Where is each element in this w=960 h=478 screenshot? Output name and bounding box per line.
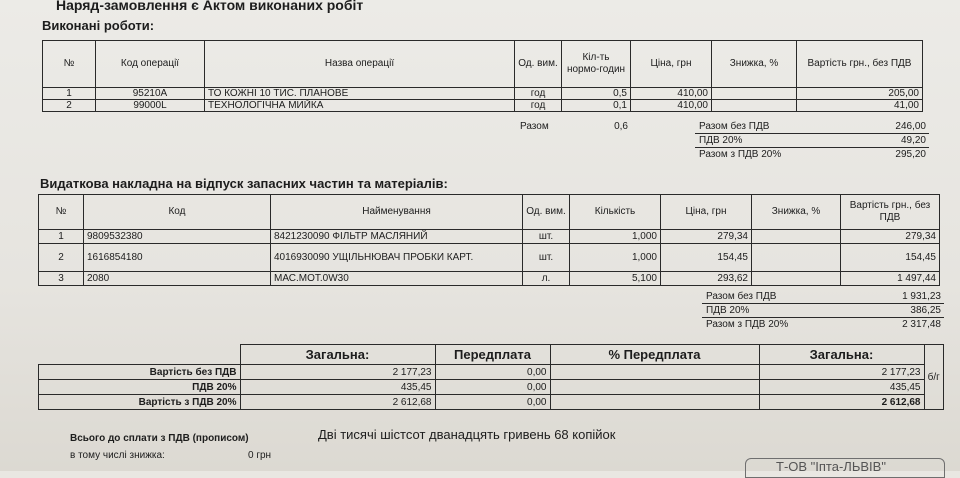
cell-cost: 41,00 — [797, 100, 923, 112]
cell-code: 2080 — [84, 272, 271, 286]
discount-value: 0 грн — [248, 450, 272, 461]
summary-value: 49,20 — [900, 135, 926, 146]
cell-pct — [550, 380, 759, 395]
cell-general: 2 612,68 — [240, 395, 435, 410]
totals-row-label: Вартість без ПДВ — [39, 365, 241, 380]
cell-prepay: 0,00 — [435, 365, 550, 380]
totals-col-general: Загальна: — [240, 345, 435, 365]
parts-table — [38, 194, 940, 286]
summary-value: 386,25 — [910, 305, 941, 316]
cell-hours: 0,5 — [562, 88, 631, 100]
parts-header-row — [39, 195, 940, 230]
parts-col-no: № — [39, 195, 84, 230]
table-row — [39, 272, 940, 286]
cell-cost: 154,45 — [841, 244, 940, 272]
cell-qty: 1,000 — [570, 244, 661, 272]
summary-row — [695, 148, 929, 161]
cell-name: 8421230090 ФІЛЬТР МАСЛЯНИЙ — [271, 230, 523, 244]
works-col-hours: Кіл-ть нормо-годин — [562, 41, 631, 88]
cell-code: 1616854180 — [84, 244, 271, 272]
summary-row — [695, 120, 929, 134]
cell-unit: шт. — [523, 230, 570, 244]
parts-col-code: Код — [84, 195, 271, 230]
cell-pct — [550, 365, 759, 380]
works-total-label: Разом — [520, 121, 549, 132]
parts-col-price: Ціна, грн — [661, 195, 752, 230]
cell-price: 293,62 — [661, 272, 752, 286]
cell-no: 1 — [43, 88, 96, 100]
table-row — [39, 380, 944, 395]
parts-col-name: Найменування — [271, 195, 523, 230]
cell-name: 4016930090 УЩІЛЬНЮВАЧ ПРОБКИ КАРТ. — [271, 244, 523, 272]
works-heading: Виконані роботи: — [42, 18, 155, 33]
summary-label: Разом без ПДВ — [699, 121, 770, 132]
works-col-discount: Знижка, % — [712, 41, 797, 88]
cell-discount — [752, 244, 841, 272]
cell-qty: 5,100 — [570, 272, 661, 286]
works-summary — [695, 120, 929, 161]
cell-prepay: 0,00 — [435, 380, 550, 395]
cell-discount — [752, 272, 841, 286]
cell-general2: 435,45 — [759, 380, 924, 395]
cell-unit: л. — [523, 272, 570, 286]
cell-price: 410,00 — [631, 88, 712, 100]
cell-code: 99000L — [96, 100, 205, 112]
cell-hours: 0,1 — [562, 100, 631, 112]
cell-discount — [752, 230, 841, 244]
summary-row — [702, 304, 944, 318]
payment-label: Всього до сплати з ПДВ (прописом) — [70, 433, 249, 444]
cell-name: ТЕХНОЛОГІЧНА МИЙКА — [205, 100, 515, 112]
summary-row — [702, 318, 944, 331]
parts-col-unit: Од. вим. — [523, 195, 570, 230]
cell-cost: 279,34 — [841, 230, 940, 244]
cell-pct — [550, 395, 759, 410]
summary-label: Разом з ПДВ 20% — [706, 319, 789, 330]
parts-heading: Видаткова накладна на відпуск запасних частин та матеріалів: — [40, 176, 448, 191]
totals-side-note: б/г — [924, 345, 944, 410]
cell-cost: 205,00 — [797, 88, 923, 100]
summary-label: ПДВ 20% — [699, 135, 743, 146]
document-title: Наряд-замовлення є Актом виконаних робіт — [56, 0, 364, 13]
totals-table — [38, 344, 944, 410]
cell-price: 410,00 — [631, 100, 712, 112]
cell-general2: 2 177,23 — [759, 365, 924, 380]
table-row — [39, 230, 940, 244]
cell-discount — [712, 100, 797, 112]
cell-name: ТО КОЖНІ 10 ТИС. ПЛАНОВЕ — [205, 88, 515, 100]
parts-col-discount: Знижка, % — [752, 195, 841, 230]
parts-summary — [702, 290, 944, 331]
totals-row-label: Вартість з ПДВ 20% — [39, 395, 241, 410]
cell-no: 3 — [39, 272, 84, 286]
cell-unit: год — [515, 100, 562, 112]
summary-value: 295,20 — [895, 149, 926, 160]
table-row — [39, 365, 944, 380]
summary-label: Разом без ПДВ — [706, 291, 777, 302]
totals-row-label: ПДВ 20% — [39, 380, 241, 395]
company-stamp: Т-ОВ "Іпта-ЛЬВІВ" — [745, 458, 945, 478]
cell-general: 435,45 — [240, 380, 435, 395]
cell-no: 2 — [39, 244, 84, 272]
works-col-cost: Вартість грн., без ПДВ — [797, 41, 923, 88]
cell-code: 95210А — [96, 88, 205, 100]
works-table — [42, 40, 923, 112]
cell-no: 2 — [43, 100, 96, 112]
table-row — [43, 100, 923, 112]
cell-name: МАС.МОТ.0W30 — [271, 272, 523, 286]
cell-price: 279,34 — [661, 230, 752, 244]
works-header-row — [43, 41, 923, 88]
totals-header-row — [39, 345, 944, 365]
cell-general: 2 177,23 — [240, 365, 435, 380]
summary-row — [702, 290, 944, 304]
discount-label: в тому числі знижка: — [70, 450, 165, 461]
cell-no: 1 — [39, 230, 84, 244]
cell-unit: год — [515, 88, 562, 100]
cell-code: 9809532380 — [84, 230, 271, 244]
summary-row — [695, 134, 929, 148]
works-col-code: Код операції — [96, 41, 205, 88]
cell-prepay: 0,00 — [435, 395, 550, 410]
totals-col-pct: % Передплата — [550, 345, 759, 365]
cell-discount — [712, 88, 797, 100]
cell-price: 154,45 — [661, 244, 752, 272]
summary-label: ПДВ 20% — [706, 305, 750, 316]
parts-col-qty: Кількість — [570, 195, 661, 230]
works-col-no: № — [43, 41, 96, 88]
works-col-unit: Од. вим. — [515, 41, 562, 88]
summary-value: 1 931,23 — [902, 291, 941, 302]
cell-cost: 1 497,44 — [841, 272, 940, 286]
totals-col-general2: Загальна: — [759, 345, 924, 365]
summary-value: 246,00 — [895, 121, 926, 132]
works-col-name: Назва операції — [205, 41, 515, 88]
summary-value: 2 317,48 — [902, 319, 941, 330]
table-row — [43, 88, 923, 100]
summary-label: Разом з ПДВ 20% — [699, 149, 782, 160]
cell-qty: 1,000 — [570, 230, 661, 244]
totals-col-prepay: Передплата — [435, 345, 550, 365]
cell-general2: 2 612,68 — [759, 395, 924, 410]
parts-col-cost: Вартість грн., без ПДВ — [841, 195, 940, 230]
totals-corner — [39, 345, 241, 365]
table-row — [39, 244, 940, 272]
works-total-hours: 0,6 — [614, 121, 628, 132]
payment-amount-words: Дві тисячі шістсот дванадцять гривень 68 копійок — [318, 427, 616, 442]
table-row — [39, 395, 944, 410]
works-col-price: Ціна, грн — [631, 41, 712, 88]
cell-unit: шт. — [523, 244, 570, 272]
